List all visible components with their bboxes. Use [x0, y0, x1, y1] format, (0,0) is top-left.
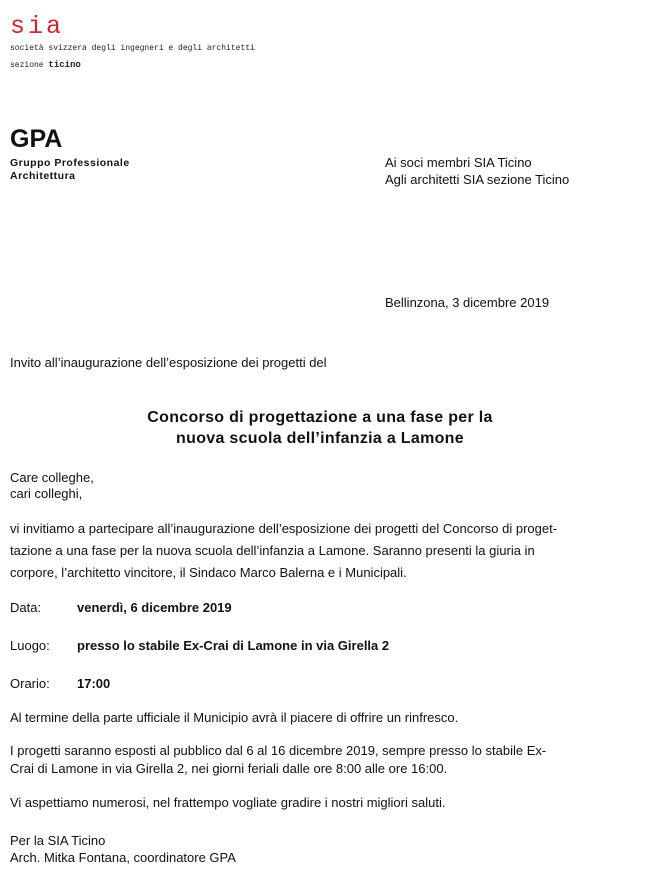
place-label: Luogo: [10, 638, 50, 653]
place-date: Bellinzona, 3 dicembre 2019 [385, 295, 550, 310]
intro-text: Invito all’inaugurazione dell’esposizione dei progetti del [10, 355, 327, 370]
body-p1-line1: vi invitiamo a partecipare all’inaugurazione dell’esposizione dei progetti del Concorso di proget- [10, 521, 558, 536]
sia-logo: sia [10, 12, 65, 41]
body-p1-line3: corpore, l’architetto vincitore, il Sindaco Marco Balerna e i Municipali. [10, 565, 407, 580]
body-p4: Vi aspettiamo numerosi, nel frattempo vogliate gradire i nostri migliori saluti. [10, 795, 446, 810]
society-name: società svizzera degli ingegneri e degli architetti [10, 44, 255, 53]
title-line2: nuova scuola dell’infanzia a Lamone [176, 430, 464, 447]
body-p3-line1: I progetti saranno esposti al pubblico dal 6 al 16 dicembre 2019, sempre presso lo stabile Ex- [10, 743, 547, 758]
time-value: 17:00 [77, 676, 111, 691]
section-prefix: sezione [10, 61, 44, 70]
section-name: ticino [48, 60, 81, 70]
recipient-line1: Ai soci membri SIA Ticino [385, 155, 532, 170]
detail-time [10, 676, 110, 692]
detail-date [10, 600, 232, 616]
place-value: presso lo stabile Ex-Crai di Lamone in via Girella 2 [77, 638, 390, 653]
body-p1-line2: tazione a una fase per la nuova scuola dell’infanzia a Lamone. Saranno presenti la giuria in [10, 543, 535, 558]
recipient-line2: Agli architetti SIA sezione Ticino [385, 172, 570, 187]
signature-line1: Per la SIA Ticino [10, 833, 106, 848]
body-p2: Al termine della parte ufficiale il Municipio avrà il piacere di offrire un rinfresco. [10, 710, 459, 725]
greeting-line1: Care colleghe, [10, 470, 94, 485]
title-line1: Concorso di progettazione a una fase per la [147, 409, 493, 426]
time-label: Orario: [10, 676, 50, 691]
body-p3-line2: Crai di Lamone in via Girella 2, nei giorni feriali dalle ore 8:00 alle ore 16:00. [10, 761, 448, 776]
group-line1: Gruppo Professionale [10, 157, 130, 169]
date-value: venerdì, 6 dicembre 2019 [77, 600, 232, 615]
detail-place [10, 638, 389, 654]
section-line [10, 60, 81, 71]
group-line2: Architettura [10, 170, 76, 182]
group-acronym: GPA [10, 125, 63, 153]
signature-line2: Arch. Mitka Fontana, coordinatore GPA [10, 850, 236, 865]
date-label: Data: [10, 600, 42, 615]
greeting-line2: cari colleghi, [10, 486, 83, 501]
